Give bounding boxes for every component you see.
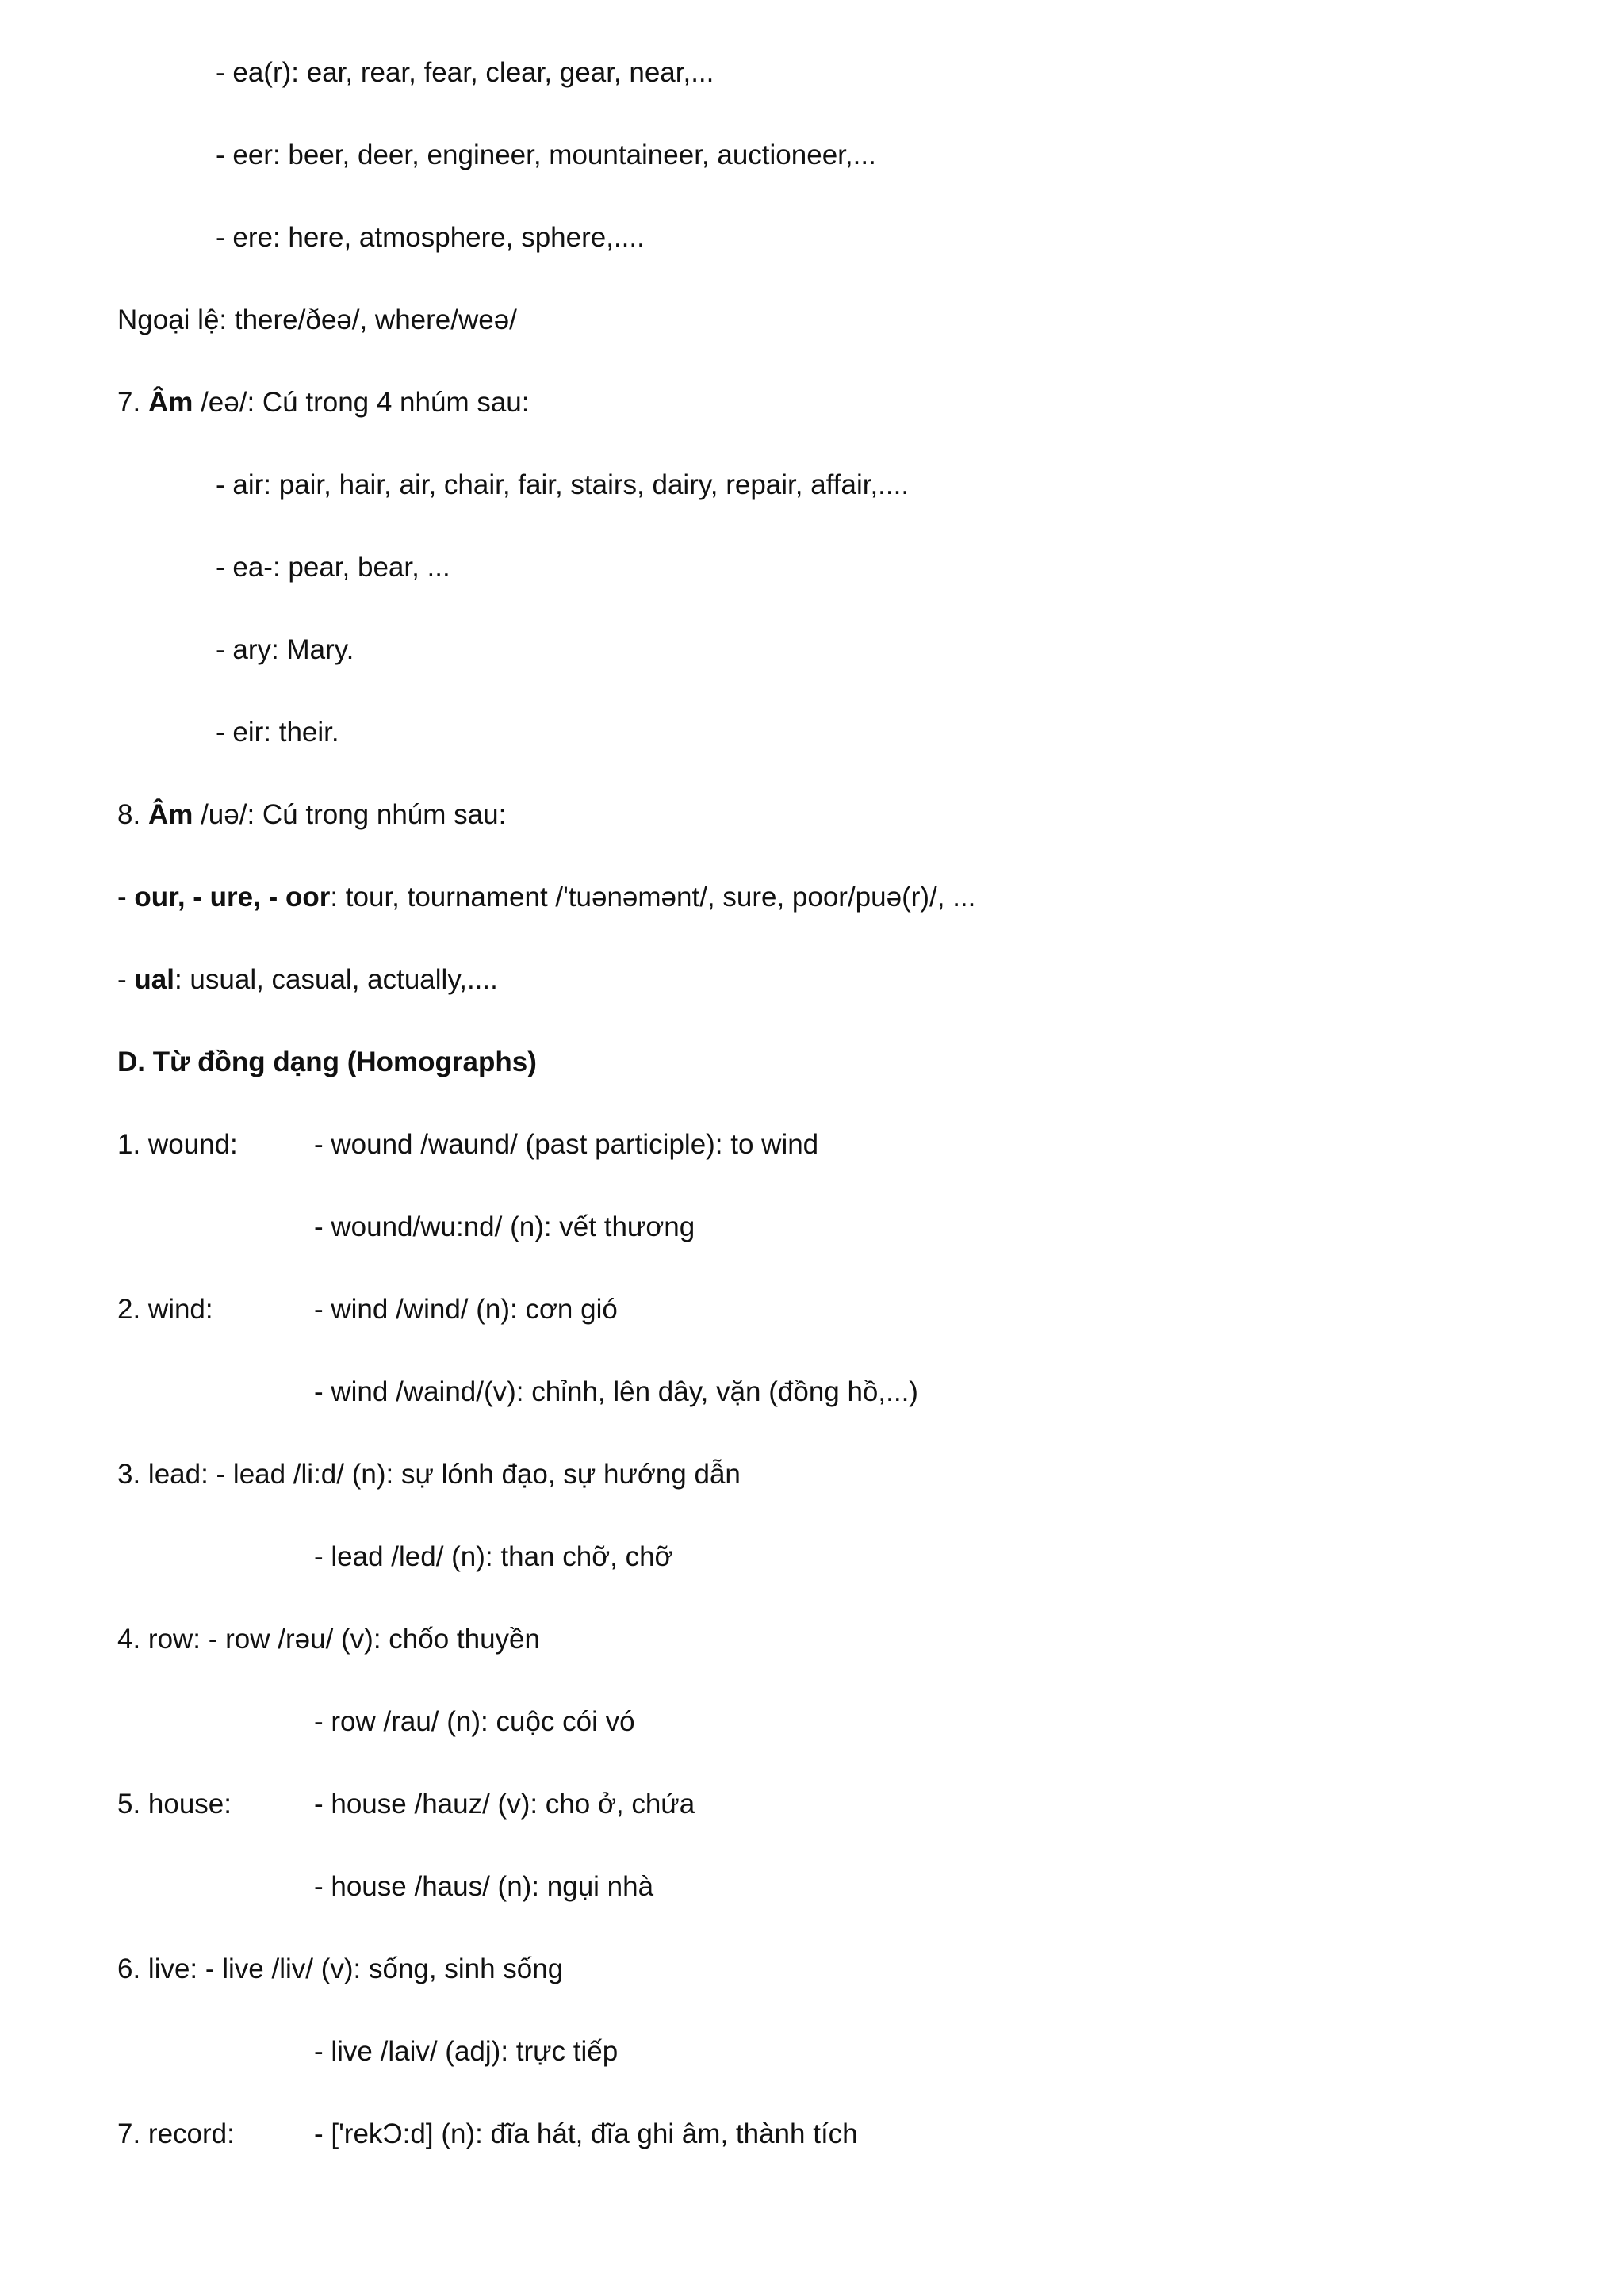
rule-ere-spelling: - ere: here, atmosphere, sphere,.... (216, 222, 645, 253)
homograph-wound-head: 1. wound: (117, 1129, 238, 1160)
homograph-row-def-2: - row /rau/ (n): cuộc cói vó (314, 1706, 635, 1737)
section-7-heading: 7. Âm /eə/: Cú trong 4 nhúm sau: (117, 387, 530, 418)
rule-ual: - ual: usual, casual, actually,.... (117, 964, 498, 995)
homograph-house-def-2: - house /haus/ (n): ngụi nhà (314, 1871, 654, 1902)
homograph-wound-def-1: - wound /waund/ (past participle): to wind (314, 1129, 819, 1160)
homograph-wound-def-2: - wound/wu:nd/ (n): vết thương (314, 1211, 695, 1242)
homograph-lead-def-2: - lead /led/ (n): than chỡ, chỡ (314, 1541, 673, 1572)
rule-our-ure-oor: - our, - ure, - oor: tour, tournament /'tuənəmənt/, sure, poor/puə(r)/, ... (117, 882, 976, 913)
homograph-lead-def-1: 3. lead: - lead /li:d/ (n): sự lónh đạo, sự hướng dẫn (117, 1459, 741, 1490)
homograph-wind-def-1: - wind /wind/ (n): cơn gió (314, 1294, 618, 1325)
rule-ear-spelling: - ea(r): ear, rear, fear, clear, gear, near,... (216, 57, 714, 88)
homograph-wind-def-2: - wind /waind/(v): chỉnh, lên dây, vặn (đồng hồ,...) (314, 1376, 918, 1407)
homograph-record-head: 7. record: (117, 2118, 235, 2149)
sound-label: Âm (147, 799, 193, 830)
section-8-heading: 8. Âm /uə/: Cú trong nhúm sau: (117, 799, 507, 830)
rule-ary-spelling: - ary: Mary. (216, 634, 354, 665)
section-d-heading: D. Từ đồng dạng (Homographs) (117, 1047, 537, 1077)
homograph-house-def-1: - house /hauz/ (v): cho ở, chứa (314, 1789, 695, 1820)
rule-air-spelling: - air: pair, hair, air, chair, fair, stairs, dairy, repair, affair,.... (216, 469, 910, 500)
homograph-live-def-2: - live /laiv/ (adj): trực tiếp (314, 2036, 619, 2067)
exceptions-line: Ngoại lệ: there/ðeə/, where/weə/ (117, 304, 517, 335)
homograph-record-def-1: - ['rekƆ:d] (n): đĩa hát, đĩa ghi âm, thành tích (314, 2118, 858, 2149)
rule-eer-spelling: - eer: beer, deer, engineer, mountaineer, auctioneer,... (216, 140, 876, 170)
homograph-row-def-1: 4. row: - row /rəu/ (v): chốo thuyền (117, 1624, 540, 1655)
homograph-house-head: 5. house: (117, 1789, 232, 1820)
homograph-live-def-1: 6. live: - live /liv/ (v): sống, sinh sống (117, 1954, 564, 1984)
rule-ea-spelling: - ea-: pear, bear, ... (216, 552, 450, 583)
rule-eir-spelling: - eir: their. (216, 717, 339, 748)
homograph-wind-head: 2. wind: (117, 1294, 213, 1325)
sound-label: Âm (147, 387, 193, 418)
